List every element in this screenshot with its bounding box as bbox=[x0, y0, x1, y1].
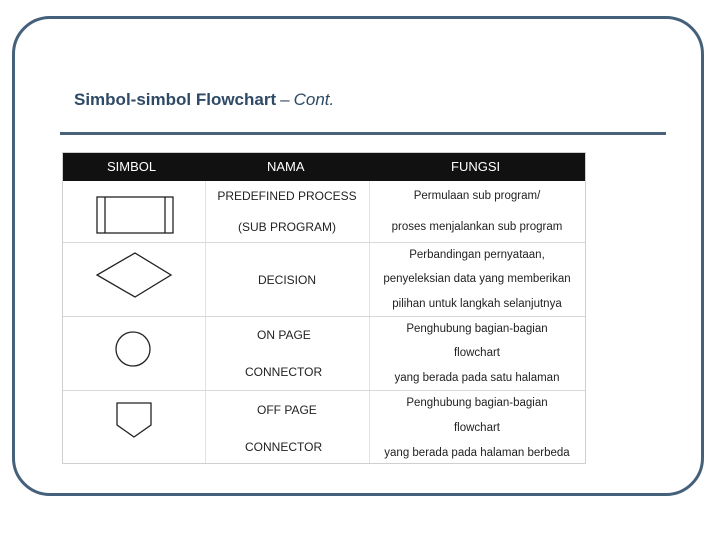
fungsi-line: Perbandingan pernyataan, bbox=[409, 249, 545, 262]
nama-line: DECISION bbox=[257, 272, 316, 287]
fungsi-line: yang berada pada satu halaman bbox=[394, 371, 560, 384]
table-row bbox=[63, 181, 585, 243]
symbol-cell bbox=[63, 181, 205, 242]
title-cont: Cont. bbox=[293, 90, 335, 109]
nama-line: (SUB PROGRAM) bbox=[237, 219, 336, 234]
table-row bbox=[63, 391, 585, 465]
header-nama: NAMA bbox=[267, 159, 305, 174]
symbol-cell bbox=[63, 243, 205, 316]
fungsi-cell bbox=[369, 243, 585, 316]
fungsi-line: proses menjalankan sub program bbox=[391, 220, 563, 233]
fungsi-line: Penghubung bagian-bagian bbox=[406, 323, 548, 336]
fungsi-line: flowchart bbox=[453, 421, 501, 434]
fungsi-cell bbox=[369, 391, 585, 465]
fungsi-line: yang berada pada halaman berbeda bbox=[384, 446, 570, 459]
title-main: Simbol-simbol Flowchart bbox=[74, 90, 277, 109]
fungsi-line: Permulaan sub program/ bbox=[413, 190, 541, 203]
header-simbol: SIMBOL bbox=[107, 159, 157, 174]
slide-title bbox=[74, 90, 334, 110]
fungsi-line: Penghubung bagian-bagian bbox=[406, 397, 548, 410]
table-row bbox=[63, 317, 585, 391]
symbol-cell bbox=[63, 391, 205, 465]
title-divider bbox=[60, 132, 666, 135]
nama-cell bbox=[205, 317, 369, 390]
fungsi-line: penyeleksian data yang memberikan bbox=[383, 273, 571, 286]
nama-cell bbox=[205, 243, 369, 316]
fungsi-line: flowchart bbox=[453, 347, 501, 360]
off-page-connector-icon bbox=[63, 391, 205, 465]
fungsi-cell bbox=[369, 181, 585, 242]
fungsi-line: pilihan untuk langkah selanjutnya bbox=[392, 297, 562, 310]
table-header bbox=[63, 153, 585, 181]
nama-line: OFF PAGE bbox=[257, 402, 317, 417]
nama-cell bbox=[205, 181, 369, 242]
decision-icon bbox=[63, 243, 205, 317]
nama-line: CONNECTOR bbox=[245, 364, 323, 379]
predefined-process-icon bbox=[63, 181, 205, 243]
nama-line: ON PAGE bbox=[257, 328, 311, 343]
flowchart-symbol-table bbox=[62, 152, 586, 464]
nama-cell bbox=[205, 391, 369, 465]
symbol-cell bbox=[63, 317, 205, 390]
nama-line: PREDEFINED PROCESS bbox=[217, 189, 357, 204]
on-page-connector-icon bbox=[63, 317, 205, 391]
nama-line: CONNECTOR bbox=[245, 439, 323, 454]
title-dash: – bbox=[280, 90, 290, 109]
table-row bbox=[63, 243, 585, 317]
fungsi-cell bbox=[369, 317, 585, 390]
header-fungsi: FUNGSI bbox=[451, 159, 501, 174]
